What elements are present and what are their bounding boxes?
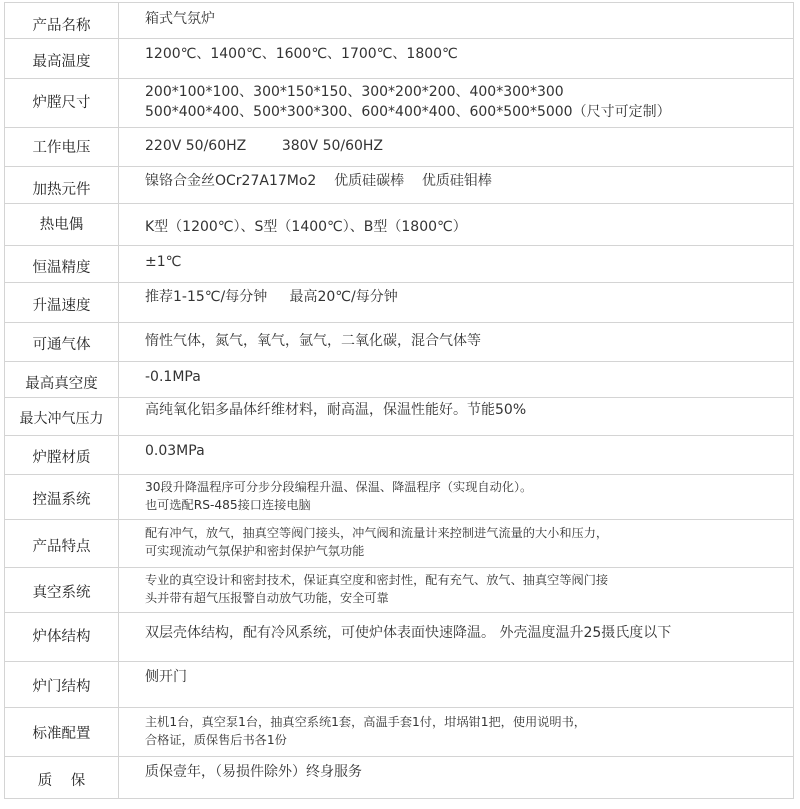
table-row — [5, 520, 794, 568]
row-value: -0.1MPa — [119, 362, 794, 398]
table-row — [5, 39, 794, 79]
row-label: 炉膛材质 — [5, 436, 119, 475]
row-value: 高纯氧化铝多晶体纤维材料，耐高温，保温性能好。节能50% — [119, 398, 794, 436]
row-value: 配有冲气，放气，抽真空等阀门接头，冲气阀和流量计来控制进气流量的大小和压力， 可实现流动气氛保护和密封保护气氛功能 — [119, 520, 794, 568]
table-row — [5, 283, 794, 323]
row-value: 推荐1-15℃/每分钟 最高20℃/每分钟 — [119, 283, 794, 323]
row-value: 侧开门 — [119, 662, 794, 708]
table-row — [5, 398, 794, 436]
row-value: 专业的真空设计和密封技术，保证真空度和密封性，配有充气、放气、抽真空等阀门接 头并带有超气压报警自动放气功能，安全可靠 — [119, 568, 794, 613]
table-row — [5, 613, 794, 662]
row-value: 1200℃、1400℃、1600℃、1700℃、1800℃ — [119, 39, 794, 79]
row-label: 质 保 — [5, 757, 119, 799]
table-row — [5, 708, 794, 757]
row-value: 30段升降温程序可分步分段编程升温、保温、降温程序（实现自动化）。 也可选配RS-485接口连接电脑 — [119, 475, 794, 520]
table-row — [5, 246, 794, 283]
table-row — [5, 204, 794, 246]
row-label: 最大冲气压力 — [5, 398, 119, 436]
table-row — [5, 362, 794, 398]
table-row — [5, 757, 794, 799]
table-row — [5, 167, 794, 204]
row-label: 标准配置 — [5, 708, 119, 757]
table-row — [5, 475, 794, 520]
table-row — [5, 662, 794, 708]
table-row — [5, 436, 794, 475]
row-label: 控温系统 — [5, 475, 119, 520]
row-label: 最高真空度 — [5, 362, 119, 398]
row-label: 炉膛尺寸 — [5, 79, 119, 128]
row-value: 0.03MPa — [119, 436, 794, 475]
row-value: 220V 50/60HZ 380V 50/60HZ — [119, 128, 794, 167]
row-label: 工作电压 — [5, 128, 119, 167]
row-label: 升温速度 — [5, 283, 119, 323]
row-value: 质保壹年，（易损件除外）终身服务 — [119, 757, 794, 799]
row-value: K型（1200℃）、S型（1400℃）、B型（1800℃） — [119, 204, 794, 246]
row-label: 炉体结构 — [5, 613, 119, 662]
row-value: 镍铬合金丝OCr27A17Mo2 优质硅碳棒 优质硅钼棒 — [119, 167, 794, 204]
row-label: 产品特点 — [5, 520, 119, 568]
row-value: 惰性气体，氮气，氧气，氩气，二氧化碳，混合气体等 — [119, 323, 794, 362]
row-value: 200*100*100、300*150*150、300*200*200、400*300*300 500*400*400、500*300*300、600*400*400、600*500*5000（尺寸可定制） — [119, 79, 794, 128]
row-value: 双层壳体结构，配有冷风系统，可使炉体表面快速降温。 外壳温度温升25摄氏度以下 — [119, 613, 794, 662]
row-label: 最高温度 — [5, 39, 119, 79]
row-label: 炉门结构 — [5, 662, 119, 708]
spec-table — [4, 2, 794, 799]
row-label: 加热元件 — [5, 167, 119, 204]
row-value: 箱式气氛炉 — [119, 3, 794, 39]
row-label: 产品名称 — [5, 3, 119, 39]
table-row — [5, 79, 794, 128]
row-value: ±1℃ — [119, 246, 794, 283]
table-row — [5, 128, 794, 167]
row-value: 主机1台，真空泵1台，抽真空系统1套，高温手套1付，坩埚钳1把，使用说明书， 合格证，质保售后书各1份 — [119, 708, 794, 757]
row-label: 热电偶 — [5, 204, 119, 246]
spec-table-body — [5, 3, 794, 799]
row-label: 恒温精度 — [5, 246, 119, 283]
table-row — [5, 568, 794, 613]
row-label: 可通气体 — [5, 323, 119, 362]
table-row — [5, 3, 794, 39]
table-row — [5, 323, 794, 362]
row-label: 真空系统 — [5, 568, 119, 613]
